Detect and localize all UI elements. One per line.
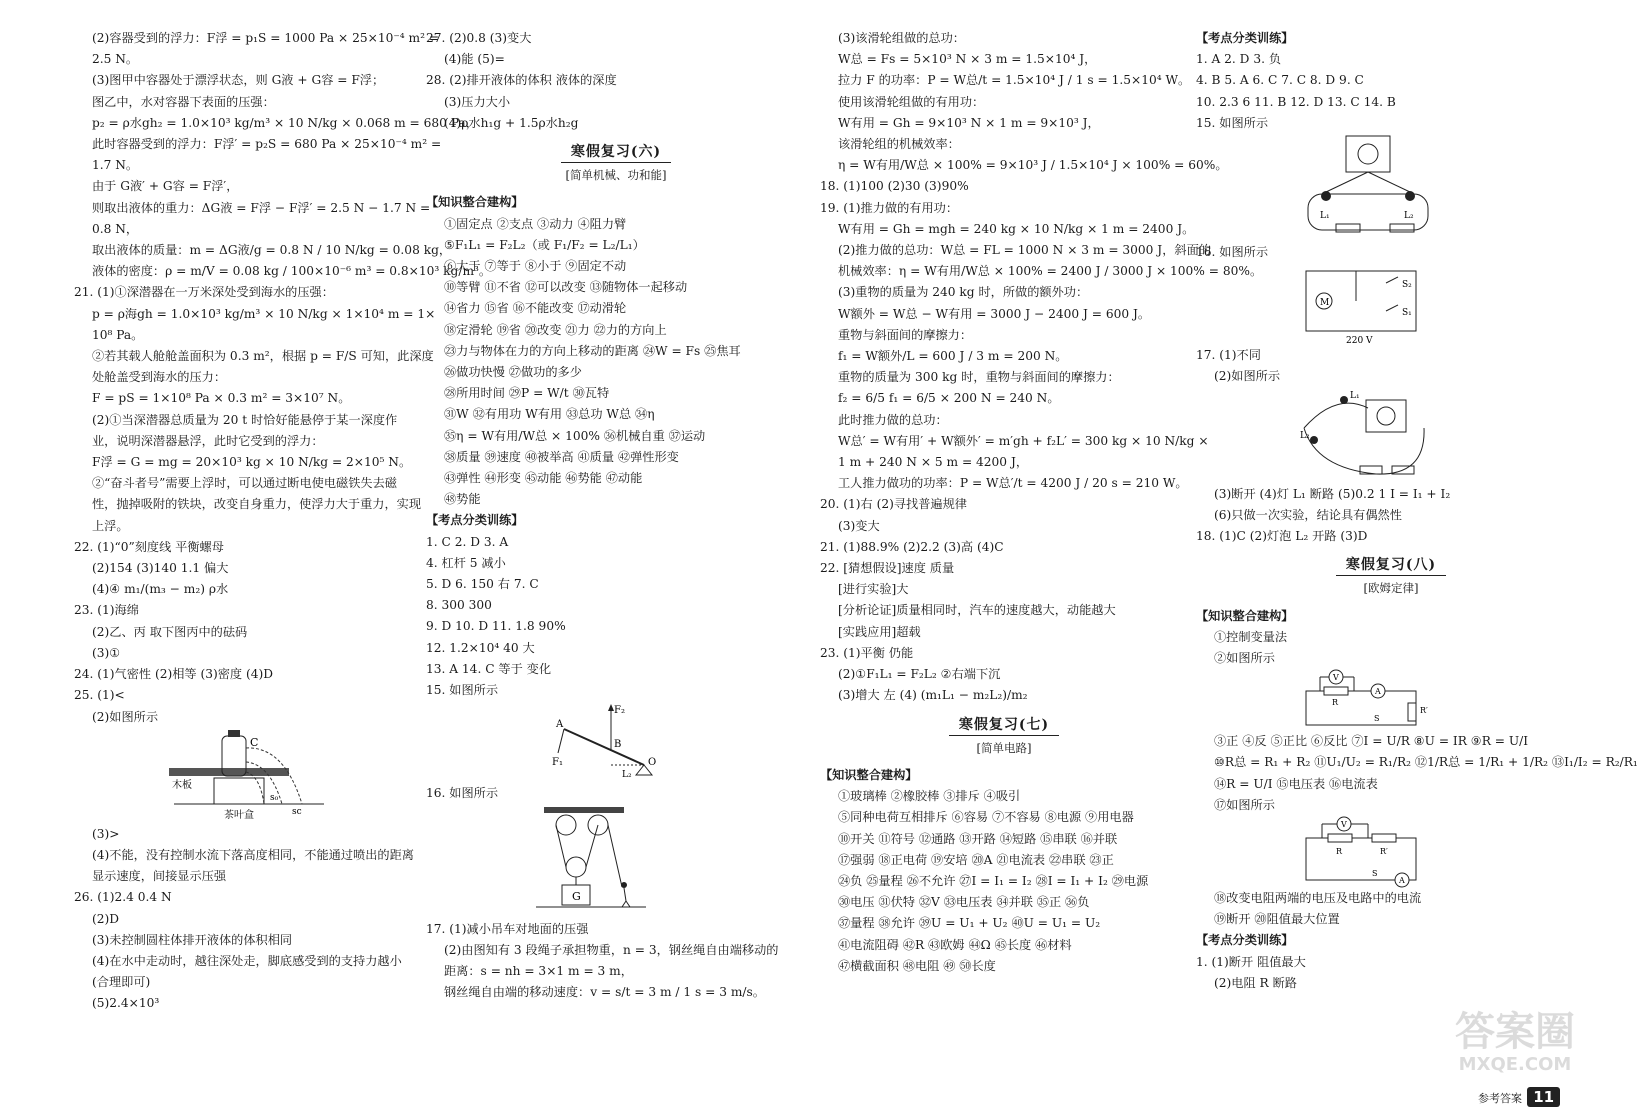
text-line: 机械效率：η = W有用/W总 × 100% = 2400 J / 3000 J × 100% = 80%。	[838, 264, 1263, 279]
label-f2: F₂	[614, 705, 625, 717]
rope-1	[556, 825, 566, 867]
text-line: p = ρ海gh = 1.0×10³ kg/m³ × 10 N/kg × 1×10⁴ m = 1×	[92, 306, 436, 321]
text-line: [分析论证]质量相同时，汽车的速度越大，动能越大	[838, 603, 1116, 618]
rheostat-b	[1372, 834, 1396, 842]
label-s2: S₂	[1402, 280, 1412, 291]
text-line: 24. (1)气密性 (2)相等 (3)密度 (4)D	[74, 667, 274, 682]
label-m: M	[1320, 298, 1330, 309]
text-line: 重物与斜面间的摩擦力：	[838, 327, 973, 342]
text-line: (3)>	[92, 826, 120, 841]
text-line: ㊸弹性 ㊹形变 ㊺动能 ㊻势能 ㊼动能	[444, 471, 643, 486]
text-line: 业，说明深潜器悬浮，此时它受到的浮力：	[92, 433, 324, 448]
text-line: ㉘所用时间 ㉙P = W/t ㉚瓦特	[444, 386, 610, 401]
bulb-l2	[1405, 191, 1415, 201]
text-line: ⑲断开 ⑳阻值最大位置	[1214, 912, 1340, 927]
label-v-a: V	[1333, 673, 1339, 683]
figure-17-circuit	[1196, 388, 1586, 484]
ammeter-17-dial	[1377, 407, 1395, 425]
text-line: 0.8 N，	[92, 221, 139, 236]
text-line: 8. 300 300	[426, 598, 492, 613]
ammeter-dial	[1358, 144, 1378, 164]
text-line: 10. 2.3 6 11. B 12. D 13. C 14. B	[1196, 94, 1396, 109]
text-line: 12. 1.2×10⁴ 40 大	[426, 640, 535, 655]
section-heading-6: 寒假复习(六)	[426, 142, 806, 163]
label-a: A	[556, 719, 564, 731]
label-sa: s₀	[270, 792, 279, 803]
watermark-line-1: 答案圈	[1455, 1009, 1575, 1055]
text-line: ⑩开关 ⑪符号 ⑫通路 ⑬开路 ⑭短路 ⑮串联 ⑯并联	[838, 831, 1118, 846]
watermark-logo	[1440, 1010, 1590, 1100]
footer-label: 参考答案	[1478, 1092, 1522, 1105]
moving-pulley	[566, 857, 586, 877]
text-line: 重物的质量为 300 kg 时，重物与斜面间的摩擦力：	[838, 370, 1120, 385]
circuit-16-diagram	[1196, 263, 1576, 345]
text-line: 此时推力做的总功：	[838, 412, 948, 427]
pulley-diagram	[426, 805, 786, 919]
text-line: ②“奋斗者号”需要上浮时，可以通过断电使电磁铁失去磁	[92, 476, 397, 491]
text-line: f₁ = W额外/L = 600 J / 3 m = 200 N。	[838, 349, 1068, 364]
text-line: ㊽势能	[444, 492, 481, 507]
text-line: 工人推力做功的功率：P = W总′/t = 4200 J / 20 s = 210 W。	[838, 476, 1188, 491]
text-line: 15. 如图所示	[426, 683, 499, 698]
label-r-a: R	[1332, 698, 1339, 708]
text-line: (2)推力做的总功：W总 = FL = 1000 N × 3 m = 3000 J，斜面的	[838, 243, 1211, 258]
text-line: 26. (1)2.4 0.4 N	[74, 890, 172, 905]
text-line: (2)容器受到的浮力：F浮 = p₁S = 1000 Pa × 25×10⁻⁴ m² =	[92, 31, 440, 45]
text-line: F = pS = 1×10⁸ Pa × 0.3 m² = 3×10⁷ N。	[92, 391, 351, 406]
text-line: ⑱定滑轮 ⑲省 ⑳改变 ㉑力 ㉒力的方向上	[444, 322, 667, 337]
text-line: 19. (1)推力做的有用功：	[820, 200, 959, 215]
text-line: (4)ρ水h₁g + 1.5ρ水h₂g	[444, 115, 579, 130]
text-line: (3)压力大小	[444, 94, 511, 109]
col2-knowledge	[426, 214, 806, 511]
text-line: 9. D 10. D 11. 1.8 90%	[426, 619, 566, 634]
section-subtitle-6: [简单机械、功和能]	[565, 168, 667, 183]
text-line: (3)增大 左 (4) (m₁L₁ − m₂L₂)/m₂	[838, 688, 1028, 703]
section-heading-7: 寒假复习(七)	[820, 715, 1188, 736]
text-line: W额外 = W总 − W有用 = 3000 J − 2400 J = 600 J。	[838, 306, 1151, 321]
text-line: [实践应用]超载	[838, 624, 921, 639]
text-line: ⑰强弱 ⑱正电荷 ⑲安培 ⑳A ㉑电流表 ㉒串联 ㉓正	[838, 852, 1114, 867]
label-rp-b: R′	[1380, 847, 1388, 857]
text-line: ⑭R = U/I ⑮电压表 ⑯电流表	[1214, 776, 1378, 791]
text-line: (合理即可)	[92, 975, 151, 990]
text-line: ⑰如图所示	[1214, 797, 1275, 812]
label-f1: F₁	[552, 757, 563, 769]
ammeter	[1346, 136, 1390, 172]
text-line: (4)不能，没有控制水流下落高度相同，不能通过喷出的距离	[92, 847, 414, 862]
figure-15-circuit	[1196, 134, 1586, 242]
label-board: 木板	[172, 779, 192, 791]
force-f1	[558, 729, 564, 753]
q17-line-b: (2)如图所示	[1214, 369, 1281, 384]
watermark-line-2: MXQE.COM	[1458, 1054, 1572, 1075]
text-line: 28. (2)排开液体的体积 液体的深度	[426, 73, 617, 88]
label-l1-17: L₁	[1350, 390, 1360, 401]
text-line: (2)电阻 R 断路	[1214, 975, 1297, 990]
battery	[1336, 224, 1360, 232]
text-line: f₂ = 6/5 f₁ = 6/5 × 200 N = 240 N。	[838, 391, 1060, 406]
column-4	[1196, 28, 1638, 1098]
water-arc-a	[246, 772, 264, 804]
text-line: ㉔负 ㉕量程 ㉖不允许 ㉗I = I₁ = I₂ ㉘I = I₁ + I₂ ㉙电源	[838, 873, 1149, 888]
text-line: F浮 = G = mg = 20×10³ kg × 10 N/kg = 2×10⁵ N。	[92, 455, 412, 470]
board	[169, 768, 289, 776]
text-line: 17. (1)减小吊车对地面的压强	[426, 921, 589, 936]
text-line: 18. (1)C (2)灯泡 L₂ 开路 (3)D	[1196, 529, 1368, 544]
label-rp-a: R′	[1420, 706, 1428, 716]
resistor-b	[1328, 834, 1352, 842]
training-header-7: 【考点分类训练】	[1196, 31, 1294, 45]
text-line: 4. B 5. A 6. C 7. C 8. D 9. C	[1196, 73, 1364, 88]
switch	[1390, 224, 1414, 232]
text-line: 21. (1)①深潜器在一万米深处受到海水的压强：	[74, 285, 334, 300]
wire-a	[1326, 172, 1368, 192]
figure-25-bottle	[74, 728, 410, 824]
text-line: ⑤F₁L₁ = F₂L₂（或 F₁/F₂ = L₂/L₁）	[444, 237, 645, 252]
label-l2: L₂	[1404, 211, 1414, 222]
rheostat-a	[1408, 703, 1416, 721]
text-line: ⑩等臂 ⑪不省 ⑫可以改变 ⑬随物体一起移动	[444, 280, 688, 295]
text-line: 拉力 F 的功率：P = W总/t = 1.5×10⁴ J / 1 s = 1.5×10⁴ W。	[838, 73, 1191, 88]
text-line: 该滑轮组的机械效率：	[838, 137, 960, 152]
text-line: (3)变大	[838, 518, 880, 533]
col2-training	[426, 532, 806, 702]
label-box: 茶叶盒	[224, 809, 254, 821]
text-line: (3)断开 (4)灯 L₁ 断路 (5)0.2 1 I = I₁ + I₂	[1214, 486, 1451, 501]
bulb-l1	[1321, 191, 1331, 201]
label-220v: 220 V	[1346, 336, 1373, 347]
ammeter-17	[1366, 400, 1406, 432]
wire-b	[1368, 172, 1410, 192]
text-line: ㊶电流阻碍 ㊷R ㊸欧姆 ㊹Ω ㊺长度 ㊻材料	[838, 937, 1072, 952]
text-line: 15. 如图所示	[1196, 115, 1269, 130]
text-line: 21. (1)88.9% (2)2.2 (3)高 (4)C	[820, 539, 1004, 554]
training-header-8: 【考点分类训练】	[1196, 933, 1294, 948]
text-line: ⑩R总 = R₁ + R₂ ⑪U₁/U₂ = R₁/R₂ ⑫1/R总 = 1/R₁ + 1/R₂ ⑬I₁/I₂ = R₂/R₁	[1214, 755, 1638, 770]
label-v-b: V	[1341, 820, 1347, 830]
fixed-pulley-1	[556, 815, 576, 835]
person-leg-2	[626, 901, 630, 907]
text-line: 1. A 2. D 3. 负	[1196, 52, 1282, 67]
label-b: B	[614, 739, 622, 751]
bulb-l2-17	[1310, 436, 1318, 444]
text-line: [进行实验]大	[838, 582, 909, 597]
figure-ohm-b	[1196, 816, 1586, 888]
text-line: (2)①F₁L₁ = F₂L₂ ②右端下沉	[838, 667, 1001, 682]
label-s1: S₁	[1402, 308, 1412, 319]
text-line: ㉓力与物体在力的方向上移动的距离 ㉔W = Fs ㉕焦耳	[444, 343, 741, 358]
person-leg-1	[622, 901, 626, 907]
col4-knowledge-b	[1196, 731, 1638, 816]
q17-line-a: 17. (1)不同	[1196, 348, 1261, 363]
label-s-b: S	[1372, 869, 1378, 879]
text-line: 1 m + 240 N × 5 m = 4200 J，	[838, 455, 1029, 470]
knowledge-header-8: 【知识整合建构】	[1196, 608, 1294, 623]
text-line: (3)该滑轮组做的总功：	[838, 31, 965, 45]
section-heading-8: 寒假复习(八)	[1196, 555, 1586, 576]
rope-2	[586, 825, 598, 867]
section-subtitle-8: [欧姆定律]	[1363, 581, 1419, 596]
text-line: 22. (1)“0”刻度线 平衡螺母	[74, 539, 224, 554]
text-line: W总 = Fs = 5×10³ N × 3 m = 1.5×10⁴ J，	[838, 52, 1097, 67]
text-line: (2)①当深潜器总质量为 20 t 时恰好能悬停于某一深度作	[92, 412, 398, 427]
rope-3	[608, 825, 622, 887]
col4-training-8	[1196, 952, 1586, 994]
text-line: ⑥大于 ⑦等于 ⑧小于 ⑨固定不动	[444, 259, 627, 274]
text-line: (2)由图知有 3 段绳子承担物重，n = 3，钢丝绳自由端移动的	[444, 942, 779, 957]
text-line: 2.5 N。	[92, 52, 139, 67]
text-line: ㉟η = W有用/W总 × 100% ㊱机械自重 ㊲运动	[444, 428, 706, 443]
text-line: ⑭省力 ⑮省 ⑯不能改变 ⑰动滑轮	[444, 301, 627, 316]
label-sc: sc	[292, 806, 302, 817]
text-line: 23. (1)海绵	[74, 603, 139, 618]
knowledge-header-6: 【知识整合建构】	[426, 195, 524, 210]
label-l2: L₂	[622, 770, 632, 781]
text-line: (3)未控制圆柱体排开液体的体积相同	[92, 932, 293, 947]
text-line: 则取出液体的重力：ΔG液 = F浮 − F浮′ = 2.5 N − 1.7 N =	[92, 200, 431, 215]
label-a-b: A	[1399, 876, 1405, 886]
text-line: ㉛W ㉜有用功 W有用 ㉝总功 W总 ㉞η	[444, 407, 655, 422]
tea-box	[214, 778, 264, 804]
col4-answers	[1196, 49, 1586, 134]
text-line: (2)乙、丙 取下图丙中的砝码	[92, 624, 248, 639]
text-line: ㊳质量 ㊴速度 ㊵被举高 ㊶质量 ㊷弹性形变	[444, 449, 679, 464]
battery-17	[1360, 466, 1382, 474]
text-line: ㉖做功快慢 ㉗做功的多少	[444, 365, 582, 380]
col2-top	[426, 28, 806, 134]
text-line: 性，抛掉吸附的铁块，改变自身重力，使浮力大于重力，实现	[92, 497, 422, 512]
text-line: ⑤同种电荷互相排斥 ⑥容易 ⑦不容易 ⑧电源 ⑨用电器	[838, 810, 1134, 825]
page-footer	[1478, 1088, 1578, 1112]
q16-circuit-line: 16. 如图所示	[1196, 245, 1269, 260]
figure-ohm-a	[1196, 669, 1586, 731]
lever-bar	[564, 729, 644, 765]
text-line: 1. (1)断开 阻值最大	[1196, 954, 1306, 969]
text-line: (3)重物的质量为 240 kg 时，所做的额外功：	[838, 285, 1089, 300]
text-line: 10⁸ Pa。	[92, 327, 144, 342]
text-line: 处舱盖受到海水的压力：	[92, 370, 227, 385]
text-line: 27. (2)0.8 (3)变大	[426, 31, 532, 45]
col4-knowledge-a	[1196, 627, 1586, 669]
text-line: (5)2.4×10³	[92, 996, 160, 1011]
label-c: C	[250, 735, 259, 749]
person-head	[621, 882, 627, 888]
text-line: η = W有用/W总 × 100% = 9×10³ J / 1.5×10⁴ J × 100% = 60%。	[838, 158, 1228, 173]
label-r-b: R	[1336, 847, 1343, 857]
text-line: 25. (1)<	[74, 688, 125, 703]
text-line: 1. C 2. D 3. A	[426, 534, 509, 549]
bottle-cap	[228, 730, 240, 737]
text-line: (4)能 (5)=	[444, 52, 505, 67]
label-l1: L₁	[1320, 211, 1330, 222]
ohm-circuit-a	[1196, 669, 1576, 731]
switch-s1	[1386, 305, 1398, 311]
text-line: (2)如图所示	[92, 709, 159, 724]
circuit-15-diagram	[1196, 134, 1576, 242]
label-l2-17: L₂	[1300, 430, 1310, 441]
col4-q17-answers	[1196, 484, 1586, 548]
column-2	[426, 28, 806, 1098]
label-g: G	[572, 889, 581, 903]
text-line: ①玻璃棒 ②橡胶棒 ③排斥 ④吸引	[838, 789, 1021, 804]
ohm-circuit-b	[1196, 816, 1576, 888]
resistor-a	[1324, 687, 1348, 695]
col4-knowledge-c	[1196, 888, 1586, 930]
text-line: W有用 = Gh = mgh = 240 kg × 10 N/kg × 1 m = 2400 J。	[838, 221, 1195, 236]
figure-15-lever	[426, 701, 806, 783]
text-line: (3)①	[92, 645, 121, 660]
text-line: 4. 杠杆 5 减小	[426, 555, 506, 570]
figure-16-circuit	[1196, 263, 1586, 345]
figure-16-pulley	[426, 805, 806, 919]
person-body	[624, 888, 626, 901]
text-line: (2)154 (3)140 1.1 偏大	[92, 561, 229, 576]
text-line: ③正 ④反 ⑤正比 ⑥反比 ⑦I = U/R ⑧U = IR ⑨R = U/I	[1214, 734, 1529, 749]
text-line: 5. D 6. 150 右 7. C	[426, 577, 539, 592]
text-line: 显示速度，间接显示压强	[92, 869, 227, 884]
text-line: 20. (1)右 (2)寻找普遍规律	[820, 497, 967, 512]
text-line: ⑱改变电阻两端的电压及电路中的电流	[1214, 891, 1422, 906]
col1-after	[74, 824, 414, 1015]
text-line: 钢丝绳自由端的移动速度：v = s/t = 3 m / 1 s = 3 m/s。	[444, 985, 765, 1000]
text-line: 图乙中，水对容器下表面的压强：	[92, 94, 275, 109]
text-line: p₂ = ρ水gh₂ = 1.0×10³ kg/m³ × 10 N/kg × 0.068 m = 680 Pa，	[92, 115, 478, 130]
bulb-l1-17	[1340, 396, 1348, 404]
ceiling	[544, 807, 624, 813]
text-line: 距离：s = nh = 3×1 m = 3 m，	[444, 963, 633, 978]
text-line: 使用该滑轮组做的有用功：	[838, 94, 985, 109]
text-line: (2)D	[92, 911, 120, 926]
text-line: 上浮。	[92, 518, 129, 533]
text-line: (4)在水中走动时，越往深处走，脚底感受到的支持力越小	[92, 953, 402, 968]
text-line: 由于 G液′ + G容 = F浮′，	[92, 179, 239, 194]
knowledge-header-7: 【知识整合建构】	[820, 767, 918, 782]
col3-knowledge	[820, 786, 1188, 977]
text-line: 液体的密度：ρ = m/V = 0.08 kg / 100×10⁻⁶ m³ = 0.8×10³ kg/m³。	[92, 264, 492, 279]
text-line: 18. (1)100 (2)30 (3)90%	[820, 179, 969, 194]
text-line: W有用 = Gh = 9×10³ N × 1 m = 9×10³ J，	[838, 115, 1100, 130]
text-line: 此时容器受到的浮力：F浮′ = p₂S = 680 Pa × 25×10⁻⁴ m² =	[92, 137, 442, 152]
text-line: 22. [猜想假设]速度 质量	[820, 561, 955, 576]
text-line: ①固定点 ②支点 ③动力 ④阻力臂	[444, 216, 627, 231]
text-line: 取出液体的质量：m = ΔG液/g = 0.8 N / 10 N/kg = 0.08 kg，	[92, 243, 452, 258]
training-header-6: 【考点分类训练】	[426, 513, 524, 528]
text-line: ②若其载人舱舱盖面积为 0.3 m²，根据 p = F/S 可知，此深度	[92, 349, 434, 364]
circuit-17-diagram	[1196, 388, 1576, 484]
switch-s2	[1386, 277, 1398, 283]
text-line: (3)图甲中容器处于漂浮状态，则 G液 + G容 = F浮；	[92, 73, 385, 88]
text-line: 13. A 14. C 等于 变化	[426, 661, 552, 676]
text-line: (4)④ m₁/(m₃ − m₂) ρ水	[92, 582, 229, 597]
page-number: 11	[1527, 1087, 1560, 1107]
label-a-a: A	[1375, 687, 1381, 697]
section-subtitle-7: [简单电路]	[976, 740, 1032, 755]
q16-line: 16. 如图所示	[426, 786, 499, 801]
lever-diagram	[426, 701, 786, 783]
text-line: ㊲量程 ㊳允许 ㊴U = U₁ + U₂ ㊵U = U₁ = U₂	[838, 916, 1101, 931]
label-s-a: S	[1374, 714, 1380, 724]
loop-a	[1306, 691, 1416, 725]
text-line: ②如图所示	[1214, 651, 1275, 666]
text-line: 23. (1)平衡 仍能	[820, 645, 914, 660]
text-line: ①控制变量法	[1214, 629, 1288, 644]
text-line: 1.7 N。	[92, 158, 139, 173]
label-o: O	[648, 757, 657, 769]
text-line: (6)只做一次实验，结论具有偶然性	[1214, 507, 1402, 522]
text-line: ㉚电压 ㉛伏特 ㉜V ㉝电压表 ㉞并联 ㉟正 ㊱负	[838, 895, 1090, 910]
col2-q17	[426, 919, 806, 1004]
text-line: ㊼横截面积 ㊽电阻 ㊾ ㊿长度	[838, 958, 996, 973]
text-line: W总′ = W有用′ + W额外′ = m′gh + f₂L′ = 300 kg × 10 N/kg ×	[838, 433, 1209, 448]
bottle-diagram	[74, 728, 374, 824]
